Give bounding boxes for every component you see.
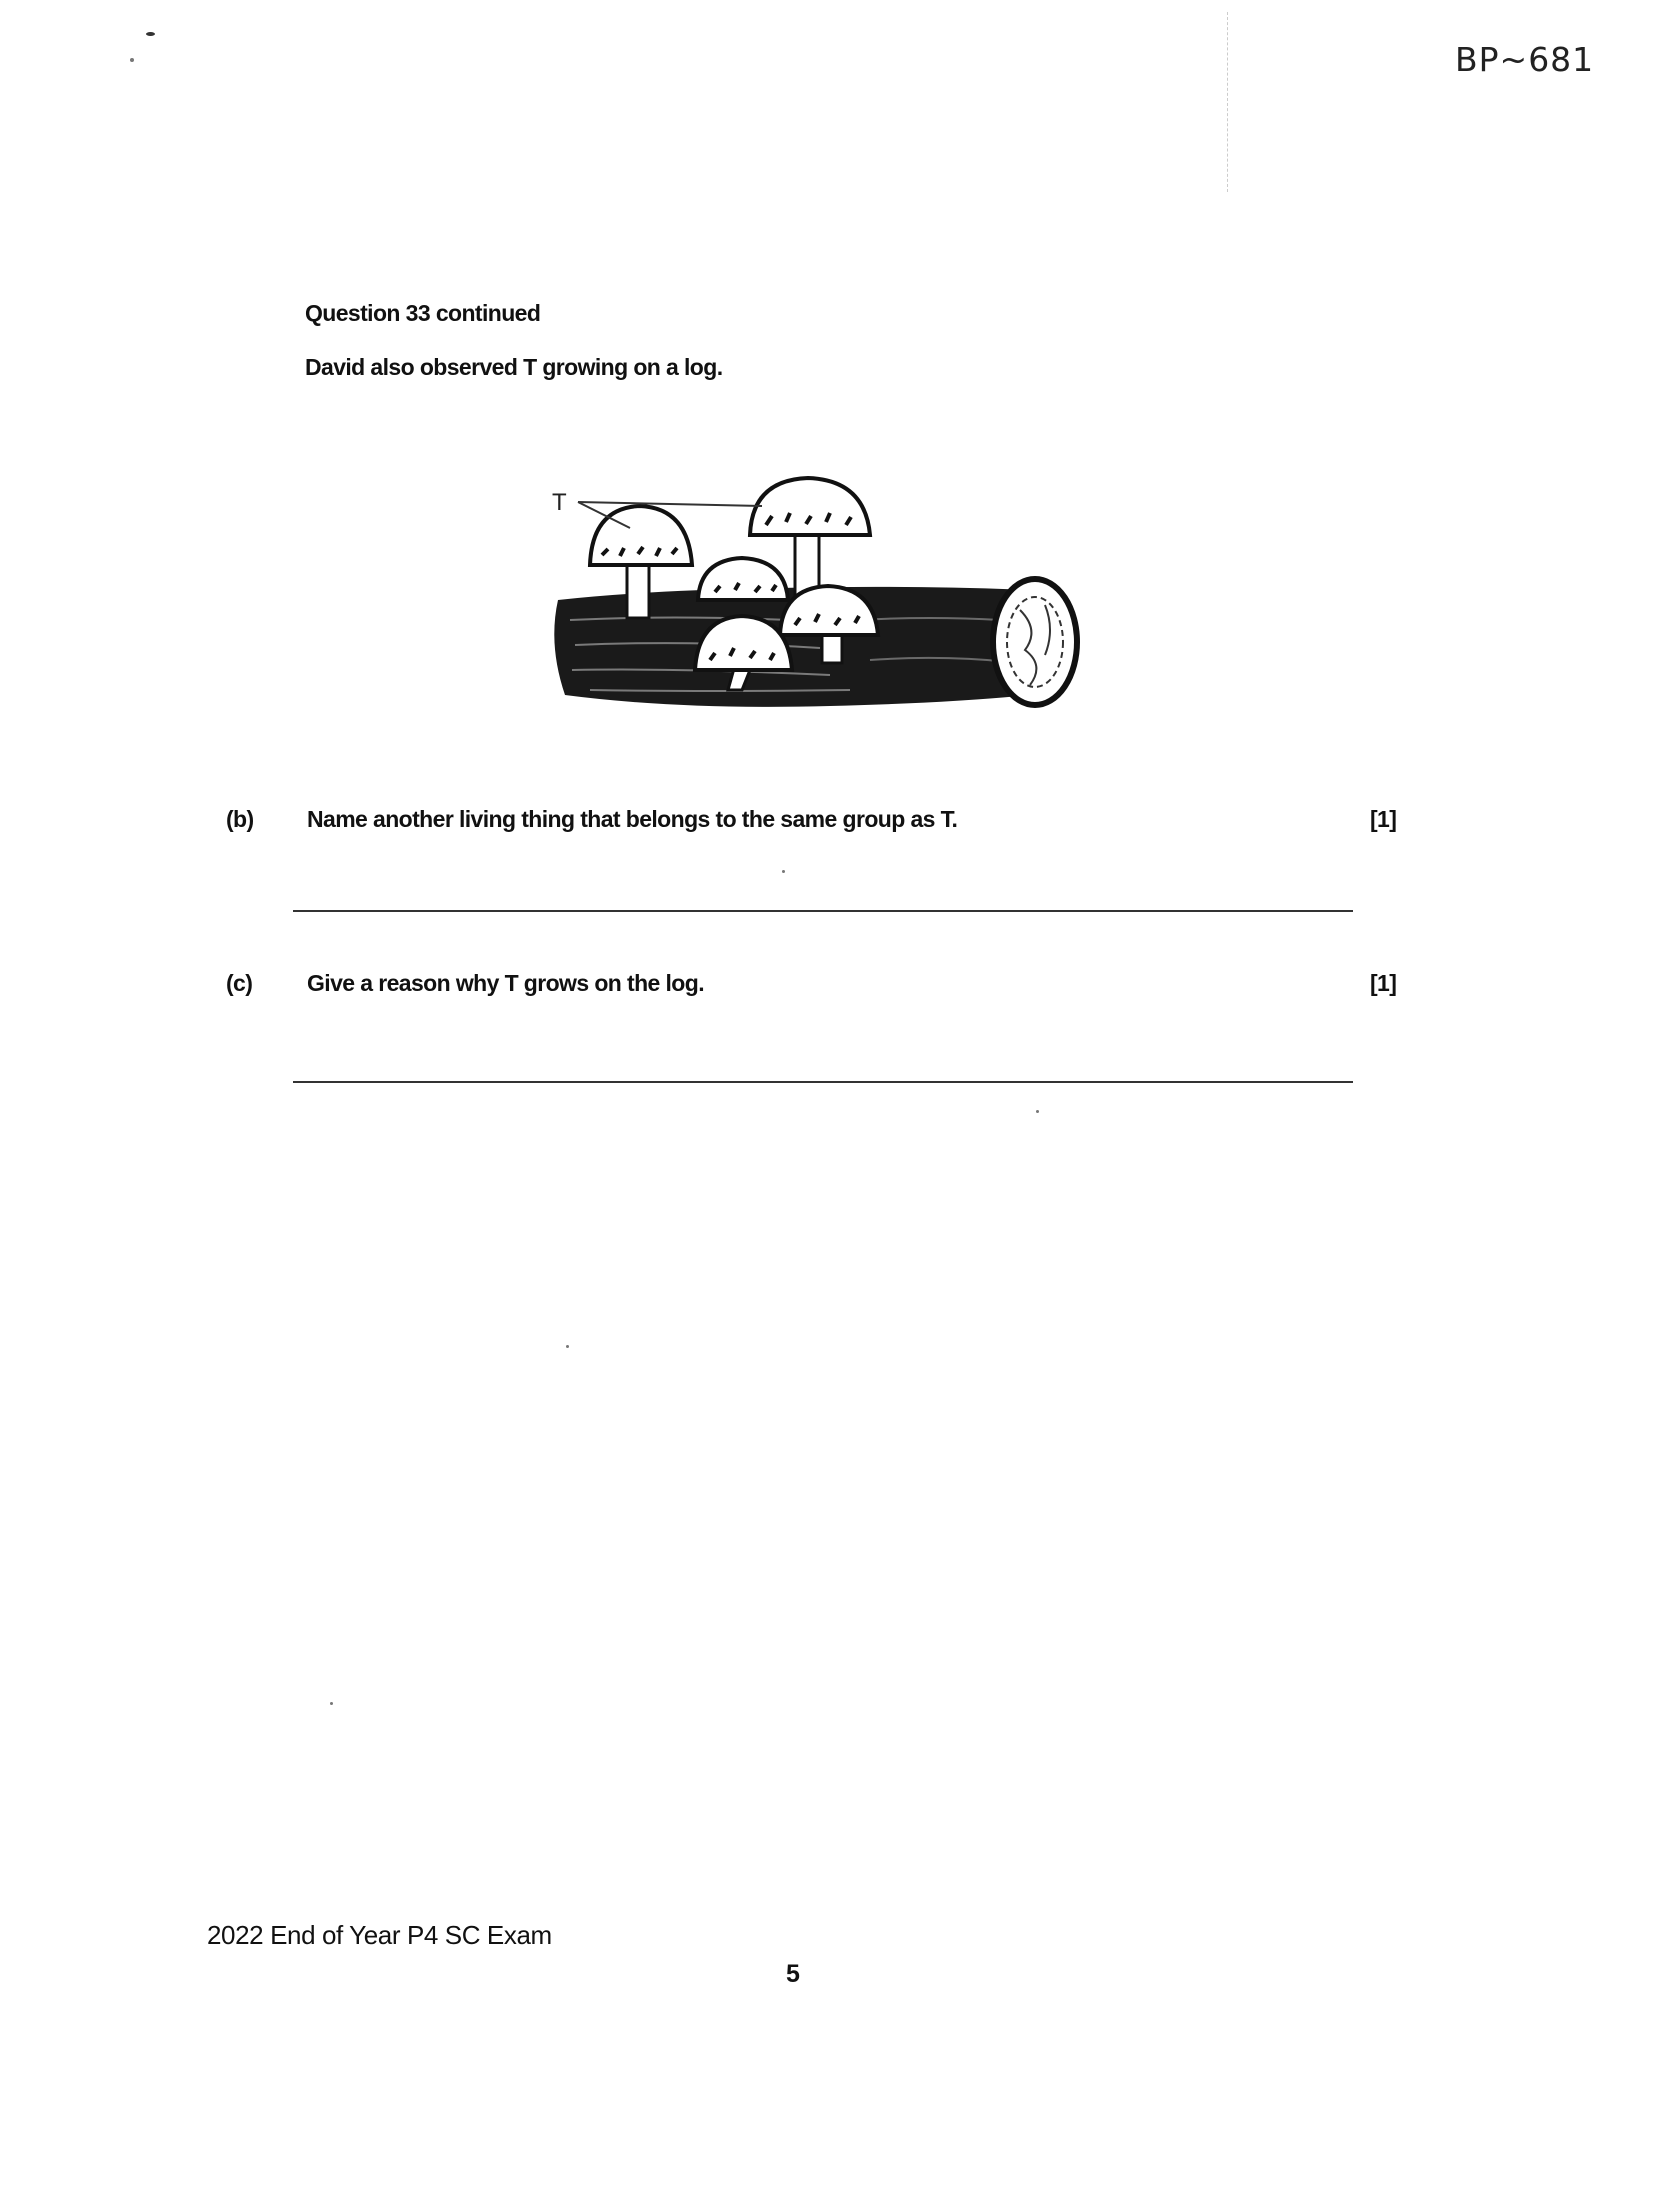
scan-speck xyxy=(130,58,134,62)
footer-exam-title: 2022 End of Year P4 SC Exam xyxy=(207,1920,552,1950)
part-b-question: Name another living thing that belongs to the same group as T. xyxy=(307,806,958,832)
page-code: BP~681 xyxy=(1455,40,1595,79)
question-intro: David also observed T growing on a log. xyxy=(305,354,723,380)
scan-speck xyxy=(782,870,785,873)
part-c-question: Give a reason why T grows on the log. xyxy=(307,970,704,996)
scan-speck xyxy=(566,1345,569,1348)
part-c-answer-line[interactable] xyxy=(293,1081,1353,1083)
part-c-label: (c) xyxy=(226,970,253,996)
label-T: T xyxy=(552,489,567,516)
scan-speck xyxy=(330,1702,333,1705)
part-b-answer-line[interactable] xyxy=(293,910,1353,912)
question-heading: Question 33 continued xyxy=(305,300,541,326)
page-number: 5 xyxy=(786,1960,800,1988)
scan-speck xyxy=(146,32,155,36)
scan-artifact-rule xyxy=(1227,12,1228,192)
part-b-label: (b) xyxy=(226,806,254,832)
part-c-marks: [1] xyxy=(1370,970,1397,996)
mushrooms-on-log-figure xyxy=(530,470,1090,750)
scan-speck xyxy=(1036,1110,1039,1113)
part-b-marks: [1] xyxy=(1370,806,1397,832)
